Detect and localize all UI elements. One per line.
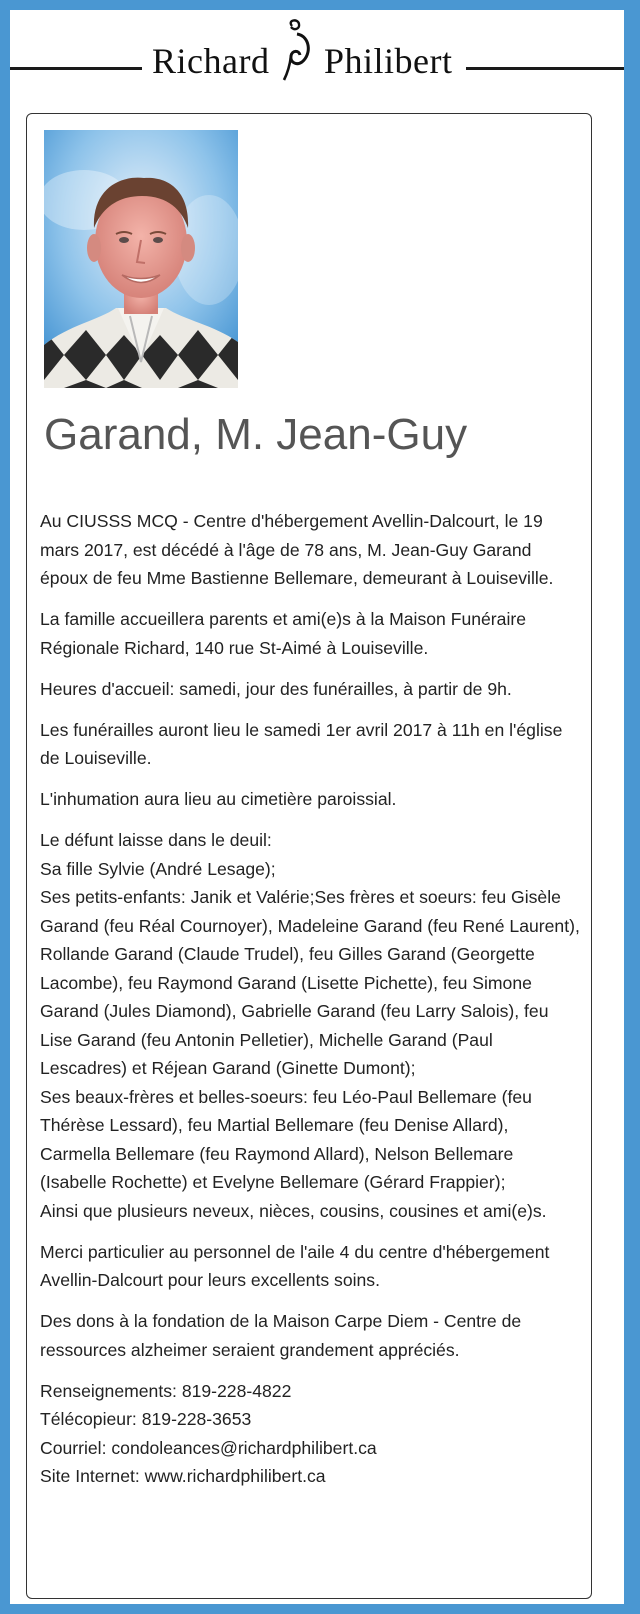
contact-web-line xyxy=(40,1462,580,1491)
survivors-siblings: Ses petits-enfants: Janik et Valérie;Ses frères et soeurs: feu Gisèle Garand (feu Réal Cournoyer), Madeleine Garand (feu René Laurent), Rollande Garand (Claude Trudel), feu Gilles Garand (Georgette Lacombe), feu Raymond Garand (Lisette Pichette), feu Simone Garand (Jules Diamond), Gabrielle Garand (feu Larry Salois), feu Lise Garand (feu Antonin Pelletier), Michelle Garand (Paul Lescadres) et Réjean Garand (Ginette Dumont); xyxy=(40,887,580,1078)
brand-name-first: Richard xyxy=(152,41,270,81)
header-rule-right xyxy=(466,67,624,70)
brand-header xyxy=(10,10,624,100)
contact-fax-line xyxy=(40,1405,580,1434)
obituary-text xyxy=(40,507,580,1491)
donations-note: Des dons à la fondation de la Maison Carpe Diem - Centre de ressources alzheimer seraient grandement appréciés. xyxy=(40,1311,522,1360)
burial-info: L'inhumation aura lieu au cimetière paroissial. xyxy=(40,789,397,809)
obituary-page xyxy=(10,10,624,1604)
header-rule-left xyxy=(10,67,142,70)
survivors-others: Ainsi que plusieurs neveux, nièces, cousins, cousines et ami(e)s. xyxy=(40,1200,547,1221)
contact-block xyxy=(40,1377,580,1491)
contact-info-line xyxy=(40,1377,580,1406)
contact-email-line xyxy=(40,1434,580,1463)
fax-label: Télécopieur: xyxy=(40,1409,137,1429)
deceased-name: Garand, M. Jean-Guy xyxy=(44,410,468,459)
obituary-card xyxy=(26,113,592,1599)
survivors-list xyxy=(40,826,580,1225)
info-label: Renseignements: xyxy=(40,1380,177,1401)
website-link[interactable]: www.richardphilibert.ca xyxy=(144,1466,326,1486)
survivors-intro: Le défunt laisse dans le deuil: xyxy=(40,830,272,850)
brand-name-second: Philibert xyxy=(324,41,453,81)
email-label: Courriel: xyxy=(40,1437,107,1458)
visiting-hours: Heures d'accueil: samedi, jour des funérailles, à partir de 9h. xyxy=(40,678,512,699)
survivors-in-laws: Ses beaux-frères et belles-soeurs: feu Léo-Paul Bellemare (feu Thérèse Lessard), feu Martial Bellemare (feu Denise Allard), Carmella Bellemare (feu Raymond Allard), Nelson Bellemare (Isabelle Rochette) et Evelyne Bellemare (Gérard Frappier); xyxy=(40,1086,532,1192)
portrait-photo xyxy=(44,130,238,388)
thanks-note: Merci particulier au personnel de l'aile 4 du centre d'hébergement Avellin-Dalcourt pour leurs excellents soins. xyxy=(40,1241,550,1290)
death-announcement: Au CIUSSS MCQ - Centre d'hébergement Avellin-Dalcourt, le 19 mars 2017, est décédé à l'âge de 78 ans, M. Jean-Guy Garand époux de feu Mme Bastienne Bellemare, demeurant à Louiseville. xyxy=(40,511,554,588)
info-phone[interactable]: 819-228-4822 xyxy=(181,1380,292,1401)
survivors-daughter: Sa fille Sylvie (André Lesage); xyxy=(40,858,276,879)
visitation-info: La famille accueillera parents et ami(e)s à la Maison Funéraire Régionale Richard, 140 rue St-Aimé à Louiseville. xyxy=(40,609,527,658)
website-label: Site Internet: xyxy=(40,1466,140,1486)
funeral-info: Les funérailles auront lieu le samedi 1er avril 2017 à 11h en l'église de Louiseville. xyxy=(40,719,563,768)
email-link[interactable]: condoleances@richardphilibert.ca xyxy=(111,1437,377,1458)
fax-number: 819-228-3653 xyxy=(141,1409,252,1429)
swirl-logo-icon xyxy=(270,16,320,86)
